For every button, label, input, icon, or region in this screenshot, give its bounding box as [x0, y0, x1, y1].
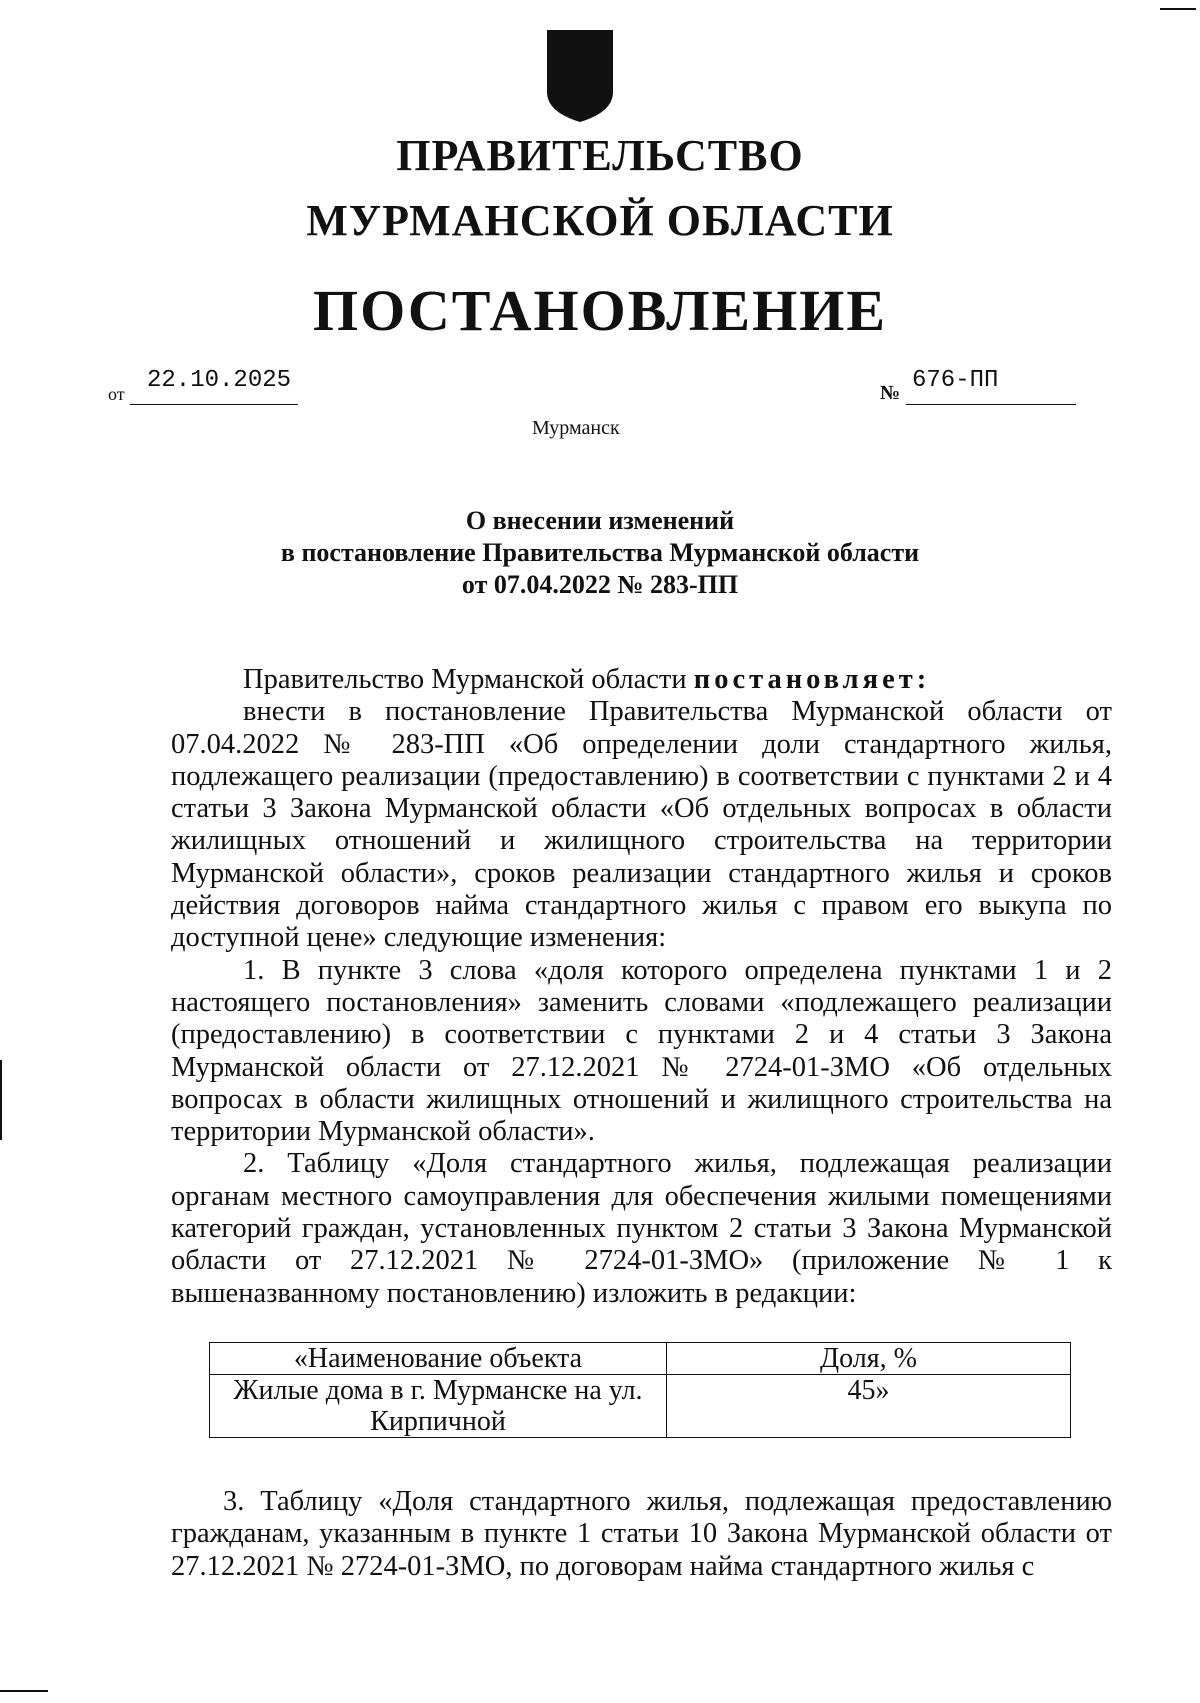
- preamble: [171, 664, 1112, 696]
- table-cell: 45»: [667, 1375, 1071, 1438]
- document-body: [171, 664, 1112, 1310]
- preamble-decree-word: постановляет:: [693, 664, 931, 695]
- subject-line2: в постановление Правительства Мурманской области: [280, 538, 920, 567]
- item-2-paragraph: 2. Таблицу «Доля стандартного жилья, подлежащая реализации органам местного самоуправления для обеспечения жилыми помещениями категорий граждан, установленных пунктом 2 статьи 3 Закона Мурманской области от 27.12.2021 № 2724-01-ЗМО» (приложение № 1 к вышеназванному постановлению) изложить в редакции:: [171, 1148, 1112, 1309]
- scan-mark-bottom-left: [0, 1690, 48, 1692]
- date-label: от: [108, 384, 125, 404]
- preamble-text: Правительство Мурманской области: [243, 664, 694, 695]
- table-cell: Жилые дома в г. Мурманске на ул. Кирпичной: [210, 1375, 667, 1438]
- document-type-title: ПОСТАНОВЛЕНИЕ: [312, 278, 888, 343]
- subject-line1: О внесении изменений: [465, 506, 735, 535]
- table-header-cell: «Наименование объекта: [210, 1343, 667, 1375]
- city-name: Мурманск: [532, 417, 620, 439]
- document-body-continued: [171, 1486, 1112, 1583]
- org-title-line1: ПРАВИТЕЛЬСТВО: [396, 131, 804, 180]
- number-underline: [906, 404, 1076, 405]
- document-subject: [0, 505, 1200, 601]
- org-title-line2: МУРМАНСКОЙ ОБЛАСТИ: [306, 196, 894, 245]
- subject-line3: от 07.04.2022 № 283-ПП: [461, 570, 739, 599]
- document-date: 22.10.2025: [147, 367, 292, 394]
- number-label: №: [880, 382, 901, 404]
- document-number: 676-ПП: [912, 367, 999, 394]
- coat-of-arms-emblem-icon: [547, 30, 613, 122]
- date-underline: [130, 404, 298, 405]
- scan-mark-top-right: [1160, 8, 1196, 10]
- share-table: [209, 1342, 1071, 1438]
- table-header-cell: Доля, %: [667, 1343, 1071, 1375]
- intro-paragraph: внести в постановление Правительства Мурманской области от 07.04.2022 № 283-ПП «Об определении доли стандартного жилья, подлежащего реализации (предоставлению) в соответствии с пунктами 2 и 4 статьи 3 Закона Мурманской области «Об отдельных вопросах в области жилищных отношений и жилищного строительства на территории Мурманской области», сроков реализации стандартного жилья и сроков действия договоров найма стандартного жилья с правом его выкупа по доступной цене» следующие изменения:: [171, 696, 1112, 954]
- table-row: [210, 1375, 1071, 1438]
- scan-mark-left-edge: [0, 1060, 2, 1140]
- item-1-paragraph: 1. В пункте 3 слова «доля которого определена пунктами 1 и 2 настоящего постановления» заменить словами «подлежащего реализации (предоставлению) в соответствии с пунктами 2 и 4 статьи 3 Закона Мурманской области от 27.12.2021 № 2724-01-ЗМО «Об отдельных вопросах в области жилищных отношений и жилищного строительства на территории Мурманской области».: [171, 954, 1112, 1148]
- table-header-row: [210, 1343, 1071, 1375]
- item-3-paragraph: 3. Таблицу «Доля стандартного жилья, подлежащая предоставлению гражданам, указанным в пункте 1 статьи 10 Закона Мурманской области от 27.12.2021 № 2724-01-ЗМО, по договорам найма стандартного жилья с: [171, 1486, 1112, 1582]
